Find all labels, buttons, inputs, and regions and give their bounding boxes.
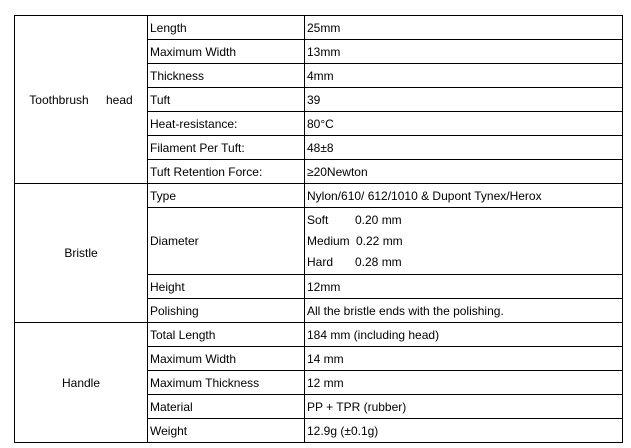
diameter-size: 0.20 mm [355, 212, 402, 227]
spec-value: 12mm [305, 275, 623, 299]
spec-value: ≥20Newton [305, 160, 623, 184]
spec-label: Type [148, 184, 305, 208]
diameter-size: 0.22 mm [356, 233, 403, 248]
spec-label: Material [148, 395, 305, 419]
spec-value: 12 mm [305, 371, 623, 395]
spec-value: All the bristle ends with the polishing. [305, 299, 623, 323]
spec-label: Diameter [148, 208, 305, 275]
diameter-grade: Medium [307, 233, 350, 248]
diameter-option [307, 252, 620, 273]
spec-value: 14 mm [305, 347, 623, 371]
diameter-option [307, 231, 620, 252]
spec-label: Length [148, 16, 305, 40]
group-handle: Handle [15, 323, 148, 443]
spec-label: Total Length [148, 323, 305, 347]
group-toothbrush-head: Toothbrush head [15, 16, 148, 184]
spec-value: 184 mm (including head) [305, 323, 623, 347]
diameter-options [305, 208, 623, 275]
spec-value: 80°C [305, 112, 623, 136]
spec-label: Heat-resistance: [148, 112, 305, 136]
spec-value: 48±8 [305, 136, 623, 160]
spec-label: Maximum Thickness [148, 371, 305, 395]
diameter-grade: Hard [307, 254, 334, 269]
table-row [15, 16, 623, 40]
spec-label: Thickness [148, 64, 305, 88]
spec-value: Nylon/610/ 612/1010 & Dupont Tynex/Herox [305, 184, 623, 208]
spec-table [14, 15, 623, 443]
spec-value: 4mm [305, 64, 623, 88]
spec-label: Tuft [148, 88, 305, 112]
spec-label: Filament Per Tuft: [148, 136, 305, 160]
group-bristle: Bristle [15, 184, 148, 323]
spec-label: Maximum Width [148, 40, 305, 64]
spec-label: Tuft Retention Force: [148, 160, 305, 184]
spec-value: 39 [305, 88, 623, 112]
spec-label: Maximum Width [148, 347, 305, 371]
diameter-size: 0.28 mm [355, 254, 402, 269]
diameter-option [307, 210, 620, 231]
diameter-grade: Soft [307, 212, 329, 227]
spec-value: 13mm [305, 40, 623, 64]
spec-value: PP + TPR (rubber) [305, 395, 623, 419]
table-row [15, 323, 623, 347]
spec-label: Polishing [148, 299, 305, 323]
spec-label: Weight [148, 419, 305, 443]
spec-label: Height [148, 275, 305, 299]
spec-value: 12.9g (±0.1g) [305, 419, 623, 443]
table-row [15, 184, 623, 208]
spec-value: 25mm [305, 16, 623, 40]
